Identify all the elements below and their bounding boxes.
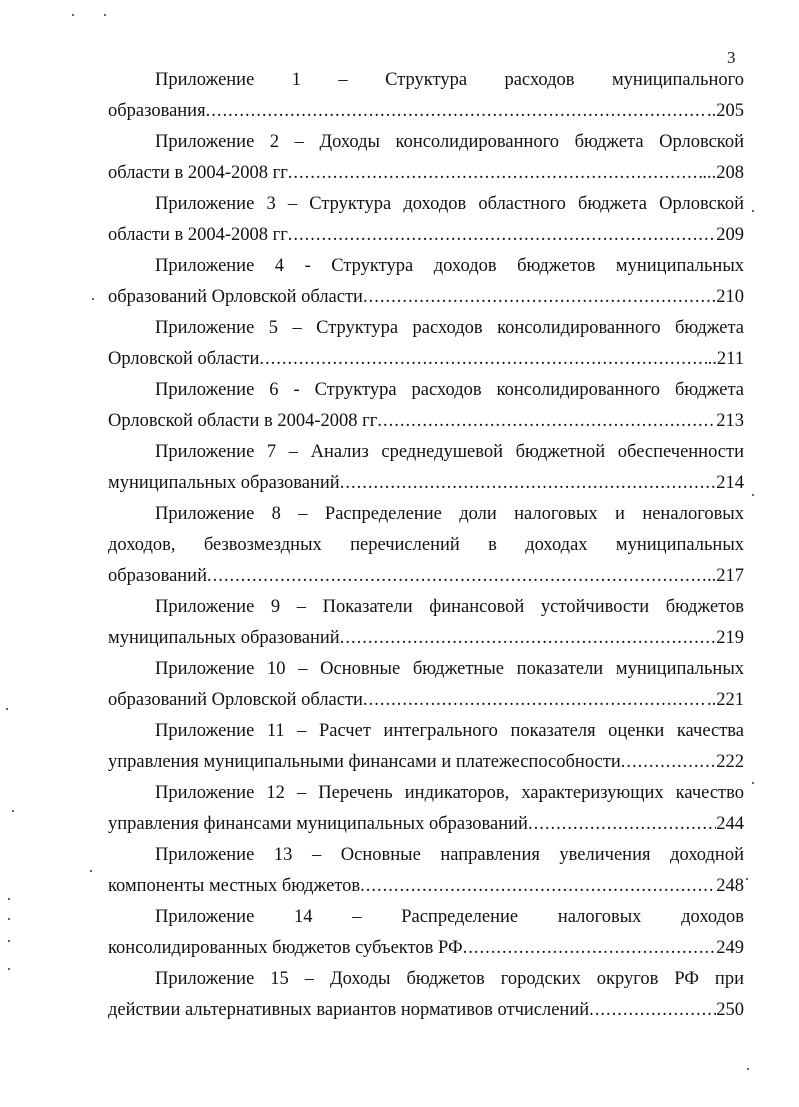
scan-speck: [6, 708, 8, 710]
toc-entry-title: Приложение 1 – Структура расходов муниципального: [155, 70, 744, 90]
toc-page-number: ..217: [707, 566, 744, 586]
toc-page-number: 250: [716, 1000, 744, 1020]
toc-entry-title: Приложение 12 – Перечень индикаторов, характеризующих качество: [155, 783, 744, 803]
toc-entry: [108, 375, 744, 437]
toc-page-number: ..205: [707, 101, 744, 121]
toc-entry-title: Приложение 6 - Структура расходов консолидированного бюджета: [155, 380, 744, 400]
toc-page-number: ..211: [707, 349, 744, 369]
dot-leader: [377, 406, 716, 437]
toc-entry-title: Приложение 5 – Структура расходов консолидированного бюджета: [155, 318, 744, 338]
toc-entry-last-line: [108, 468, 744, 499]
toc-entry-tail: муниципальных образований: [108, 628, 340, 648]
toc-page-number: .210: [711, 287, 744, 307]
toc-entry: [108, 654, 744, 716]
toc-page-number: 249: [716, 938, 744, 958]
toc-entry-tail: управления муниципальными финансами и платежеспособности: [108, 752, 621, 772]
toc-entry: [108, 716, 744, 778]
toc-page-number: 213: [716, 411, 744, 431]
toc-page-number: ...208: [702, 163, 744, 183]
scan-speck: [12, 810, 14, 812]
toc-entry-last-line: [108, 96, 744, 127]
toc-entry-last-line: [108, 871, 744, 902]
toc-entry-tail: образования: [108, 101, 206, 121]
toc-entry-last-line: [108, 933, 744, 964]
scan-speck: [8, 968, 10, 970]
toc-entry-last-line: [108, 406, 744, 437]
dot-leader: [360, 871, 716, 902]
toc-entry-tail: действии альтернативных вариантов нормативов отчислений: [108, 1000, 590, 1020]
toc-entry: [108, 313, 744, 375]
toc-page-number: 214: [716, 473, 744, 493]
toc-entry: [108, 592, 744, 654]
toc-entry: [108, 189, 744, 251]
toc-entry: [108, 964, 744, 1026]
dot-leader: [206, 96, 707, 127]
toc-entry-tail: области в 2004-2008 гг: [108, 225, 288, 245]
scan-speck: [8, 898, 10, 900]
toc-page-number: 222: [716, 752, 744, 772]
toc-entry-tail: области в 2004-2008 гг: [108, 163, 288, 183]
toc-entry-title: Приложение 2 – Доходы консолидированного бюджета Орловской: [155, 132, 744, 152]
toc-entry-tail: управления финансами муниципальных образований: [108, 814, 528, 834]
toc-page-number: 248: [716, 876, 744, 896]
toc-entry-tail: образований Орловской области: [108, 287, 363, 307]
dot-leader: [363, 282, 712, 313]
toc-entry: [108, 251, 744, 313]
toc-entry-title: Приложение 11 – Расчет интегрального показателя оценки качества: [155, 721, 744, 741]
toc-entry-last-line: [108, 995, 744, 1026]
toc-entry-last-line: [108, 158, 744, 189]
toc-entry-last-line: [108, 220, 744, 251]
toc-entry-tail: образований: [108, 566, 207, 586]
toc-entry-title: Приложение 10 – Основные бюджетные показатели муниципальных: [155, 659, 744, 679]
toc-entry-tail: консолидированных бюджетов субъектов РФ: [108, 938, 463, 958]
toc-entry-last-line: [108, 344, 744, 375]
toc-entry: [108, 778, 744, 840]
table-of-contents: [108, 65, 744, 1026]
dot-leader: [463, 933, 717, 964]
toc-page-number: 244: [716, 814, 744, 834]
toc-entry: [108, 65, 744, 127]
toc-entry-title: Приложение 8 – Распределение доли налоговых и неналоговых: [155, 504, 744, 524]
dot-leader: [288, 220, 716, 251]
scan-speck: [72, 14, 74, 16]
toc-entry-continuation: доходов, безвозмездных перечислений в доходах муниципальных: [108, 535, 744, 555]
toc-entry-last-line: [108, 561, 744, 592]
toc-entry-title: Приложение 7 – Анализ среднедушевой бюджетной обеспеченности: [155, 442, 744, 462]
toc-entry-tail: Орловской области: [108, 349, 260, 369]
toc-entry-tail: муниципальных образований: [108, 473, 340, 493]
toc-entry-tail: компоненты местных бюджетов: [108, 876, 361, 896]
toc-entry-last-line: [108, 685, 744, 716]
scan-speck: [8, 918, 10, 920]
toc-entry: [108, 840, 744, 902]
dot-leader: [528, 809, 716, 840]
toc-entry-tail: Орловской области в 2004-2008 гг: [108, 411, 378, 431]
toc-entry-title: Приложение 3 – Структура доходов областного бюджета Орловской: [155, 194, 744, 214]
dot-leader: [589, 995, 716, 1026]
scan-speck: [90, 870, 92, 872]
scan-speck: [92, 298, 94, 300]
toc-entry-title: Приложение 4 - Структура доходов бюджетов муниципальных: [155, 256, 744, 276]
toc-entry: [108, 902, 744, 964]
scan-speck: [746, 878, 748, 880]
toc-entry-last-line: [108, 809, 744, 840]
toc-entry: [108, 499, 744, 592]
toc-entry: [108, 127, 744, 189]
toc-entry-title: Приложение 15 – Доходы бюджетов городских округов РФ при: [155, 969, 744, 989]
toc-entry-title: Приложение 14 – Распределение налоговых доходов: [155, 907, 744, 927]
toc-page-number: ..221: [707, 690, 744, 710]
dot-leader: [340, 623, 717, 654]
dot-leader: [207, 561, 707, 592]
toc-entry-title: Приложение 9 – Показатели финансовой устойчивости бюджетов: [155, 597, 744, 617]
scan-speck: [752, 494, 754, 496]
scan-speck: [8, 940, 10, 942]
dot-leader: [340, 468, 717, 499]
dot-leader: [288, 158, 703, 189]
dot-leader: [363, 685, 707, 716]
toc-page-number: 209: [716, 225, 744, 245]
toc-entry: [108, 437, 744, 499]
scan-speck: [752, 210, 754, 212]
toc-entry-last-line: [108, 747, 744, 778]
page-number: 3: [727, 48, 736, 67]
toc-entry-tail: образований Орловской области: [108, 690, 363, 710]
dot-leader: [621, 747, 717, 778]
scan-speck: [747, 1068, 749, 1070]
dot-leader: [259, 344, 707, 375]
toc-entry-last-line: [108, 623, 744, 654]
scan-speck: [104, 14, 106, 16]
toc-entry-title: Приложение 13 – Основные направления увеличения доходной: [155, 845, 744, 865]
toc-entry-last-line: [108, 282, 744, 313]
toc-page-number: 219: [716, 628, 744, 648]
scan-speck: [752, 782, 754, 784]
